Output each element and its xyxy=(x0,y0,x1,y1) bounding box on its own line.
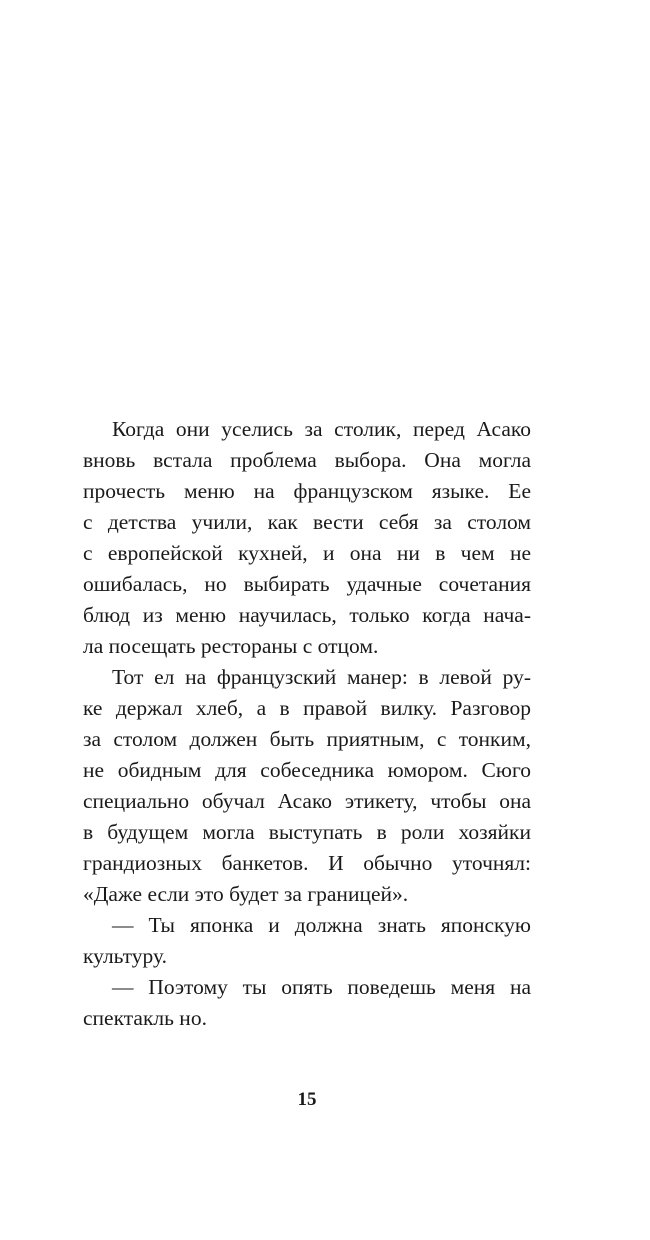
text-line: специально обучал Асако этикету, чтобы она xyxy=(83,789,531,813)
page-number: 15 xyxy=(297,1089,317,1110)
text-line: грандиозных банкетов. И обычно уточнял: xyxy=(83,851,531,875)
text-line: не обидным для собеседника юмором. Сюго xyxy=(83,758,531,782)
text-line: в будущем могла выступать в роли хозяйки xyxy=(83,820,531,844)
text-line: культуру. xyxy=(83,944,167,968)
text-line: прочесть меню на французском языке. Ее xyxy=(83,479,531,503)
text-line: с детства учили, как вести себя за столом xyxy=(83,510,531,534)
text-line: — Ты японка и должна знать японскую xyxy=(112,913,531,937)
text-line: Тот ел на французский манер: в левой ру- xyxy=(112,665,531,689)
text-line: — Поэтому ты опять поведешь меня на xyxy=(112,975,531,999)
text-line: Когда они уселись за столик, перед Асако xyxy=(112,417,531,441)
text-line: блюд из меню научилась, только когда нача- xyxy=(83,603,531,627)
text-line: с европейской кухней, и она ни в чем не xyxy=(83,541,531,565)
text-line: спектакль но. xyxy=(83,1006,207,1030)
page-body-text xyxy=(83,414,531,1034)
text-line: вновь встала проблема выбора. Она могла xyxy=(83,448,531,472)
text-line: «Даже если это будет за границей». xyxy=(83,882,409,906)
text-line: ла посещать рестораны с отцом. xyxy=(83,634,379,658)
text-line: за столом должен быть приятным, с тонким, xyxy=(83,727,531,751)
text-line: ошибалась, но выбирать удачные сочетания xyxy=(83,572,531,596)
text-line: ке держал хлеб, а в правой вилку. Разговор xyxy=(83,696,531,720)
